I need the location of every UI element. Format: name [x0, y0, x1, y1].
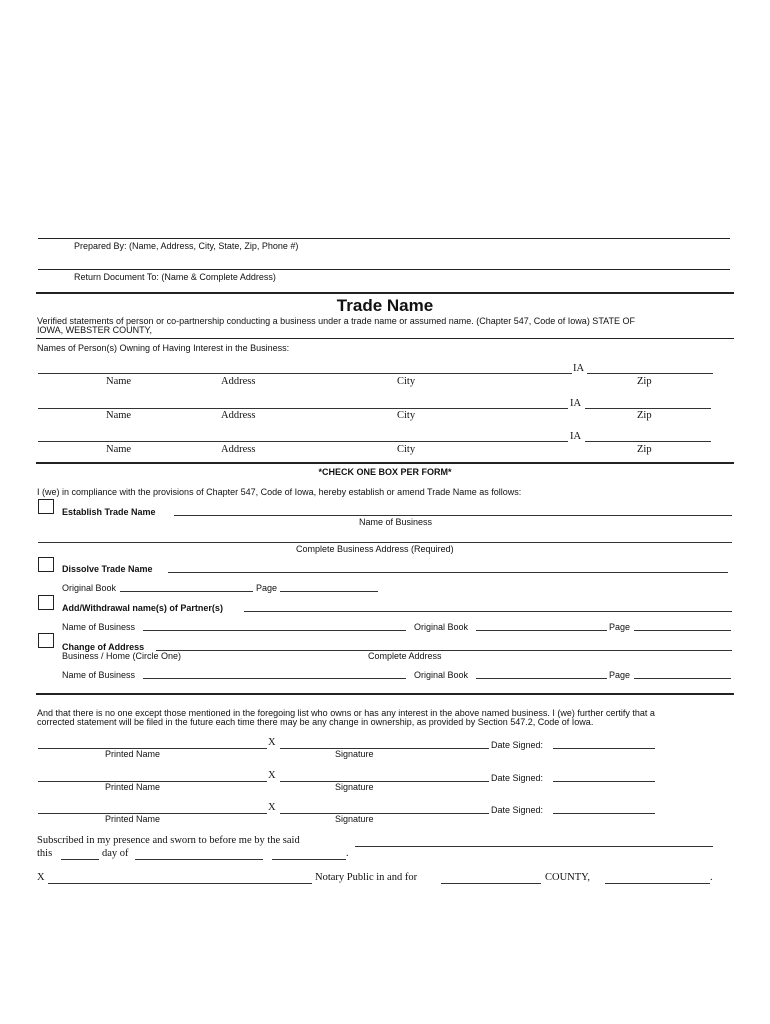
signature-1-signature-caption: Signature — [335, 749, 374, 759]
signature-2-date-label: Date Signed: — [491, 773, 544, 783]
change-original-book-line[interactable] — [476, 678, 607, 679]
establish-address-caption: Complete Business Address (Required) — [296, 544, 454, 554]
signature-2-date-line[interactable] — [553, 781, 655, 782]
prepared-by-line[interactable] — [38, 238, 730, 239]
add-withdrawal-name-of-business-label: Name of Business — [62, 622, 136, 632]
notary-month-line[interactable] — [135, 859, 263, 860]
person-3-line[interactable] — [38, 441, 568, 442]
establish-name-caption: Name of Business — [359, 517, 433, 527]
signature-1-date-line[interactable] — [553, 748, 655, 749]
title-rule — [36, 292, 734, 294]
notary-period: . — [346, 848, 349, 859]
person-3-state: IA — [570, 431, 582, 442]
prepared-by-label: Prepared By: (Name, Address, City, State, Zip, Phone #) — [74, 241, 299, 251]
add-withdrawal-checkbox[interactable] — [38, 595, 54, 610]
signature-3-printed-name-caption: Printed Name — [105, 814, 161, 824]
person-1-zip-line[interactable] — [587, 373, 713, 374]
signature-3-date-line[interactable] — [553, 813, 655, 814]
notary-x: X — [37, 872, 45, 883]
check-rule — [36, 462, 734, 464]
add-withdrawal-page-line[interactable] — [634, 630, 731, 631]
person-2-name-caption: Name — [106, 410, 132, 421]
person-2-address-caption: Address — [221, 410, 256, 421]
certify-rule — [36, 693, 734, 695]
persons-heading: Names of Person(s) Owning of Having Interest in the Business: — [37, 343, 290, 353]
change-page-label: Page — [609, 670, 631, 680]
return-document-label: Return Document To: (Name & Complete Address) — [74, 272, 276, 282]
person-2-state: IA — [570, 398, 582, 409]
change-page-line[interactable] — [634, 678, 731, 679]
dissolve-checkbox[interactable] — [38, 557, 54, 572]
change-of-address-checkbox[interactable] — [38, 633, 54, 648]
signature-3-x: X — [268, 802, 276, 813]
check-one-heading: *CHECK ONE BOX PER FORM* — [318, 467, 452, 477]
change-of-address-line[interactable] — [156, 650, 732, 651]
establish-label: Establish Trade Name — [62, 507, 156, 517]
signature-1-signature-line[interactable] — [280, 748, 489, 749]
dissolve-original-book-line[interactable] — [120, 591, 253, 592]
person-1-line[interactable] — [38, 373, 572, 374]
signature-2-x: X — [268, 770, 276, 781]
dissolve-page-label: Page — [256, 583, 278, 593]
person-3-name-caption: Name — [106, 444, 132, 455]
add-withdrawal-line[interactable] — [244, 611, 732, 612]
establish-name-line[interactable] — [174, 515, 732, 516]
person-2-zip-caption: Zip — [637, 410, 652, 421]
notary-this-label: this — [37, 848, 53, 859]
add-withdrawal-name-of-business-line[interactable] — [143, 630, 406, 631]
person-1-zip-caption: Zip — [637, 376, 652, 387]
add-withdrawal-original-book-label: Original Book — [414, 622, 469, 632]
notary-signature-line[interactable] — [48, 883, 312, 884]
notary-end-period: . — [710, 872, 713, 883]
notary-day-line[interactable] — [61, 859, 99, 860]
add-withdrawal-original-book-line[interactable] — [476, 630, 607, 631]
person-3-city-caption: City — [397, 444, 416, 455]
establish-checkbox[interactable] — [38, 499, 54, 514]
person-1-address-caption: Address — [221, 376, 256, 387]
dissolve-page-line[interactable] — [280, 591, 378, 592]
notary-county-line[interactable] — [441, 883, 541, 884]
add-withdrawal-page-label: Page — [609, 622, 631, 632]
dissolve-original-book-label: Original Book — [62, 583, 117, 593]
person-3-zip-caption: Zip — [637, 444, 652, 455]
signature-1-printed-name-caption: Printed Name — [105, 749, 161, 759]
person-1-state: IA — [573, 363, 585, 374]
certify-line-1: And that there is no one except those mentioned in the foregoing list who owns or has any interest in the above named business. I (we) further certify that a — [37, 708, 655, 718]
signature-1-x: X — [268, 737, 276, 748]
signature-3-signature-caption: Signature — [335, 814, 374, 824]
business-home-caption: Business / Home (Circle One) — [62, 651, 182, 661]
change-original-book-label: Original Book — [414, 670, 469, 680]
return-document-line[interactable] — [38, 269, 730, 270]
signature-3-date-label: Date Signed: — [491, 805, 544, 815]
intro-line-1: Verified statements of person or co-partnership conducting a business under a trade name or assumed name. (Chapter 547, Code of Iowa) STATE OF — [37, 316, 635, 326]
intro-line-2: IOWA, WEBSTER COUNTY, — [37, 325, 153, 335]
notary-subscribed-text: Subscribed in my presence and sworn to before me by the said — [37, 835, 300, 846]
signature-1-date-label: Date Signed: — [491, 740, 544, 750]
change-name-of-business-line[interactable] — [143, 678, 406, 679]
notary-year-line[interactable] — [272, 859, 346, 860]
person-2-line[interactable] — [38, 408, 568, 409]
person-1-name-caption: Name — [106, 376, 132, 387]
change-of-address-label: Change of Address — [62, 642, 145, 652]
dissolve-line[interactable] — [168, 572, 728, 573]
change-name-of-business-label: Name of Business — [62, 670, 136, 680]
complete-address-caption: Complete Address — [368, 651, 442, 661]
establish-address-line[interactable] — [38, 542, 732, 543]
dissolve-label: Dissolve Trade Name — [62, 564, 153, 574]
notary-day-of-label: day of — [102, 848, 129, 859]
page-title: Trade Name — [336, 296, 434, 315]
signature-2-signature-caption: Signature — [335, 782, 374, 792]
notary-county-label: COUNTY, — [545, 872, 591, 883]
person-1-city-caption: City — [397, 376, 416, 387]
person-3-zip-line[interactable] — [585, 441, 711, 442]
certify-line-2: corrected statement will be filed in the future each time there may be any change in ownership, as provided by Section 547.2, Code of Iowa. — [37, 717, 594, 727]
notary-sworn-by-line[interactable] — [355, 846, 713, 847]
add-withdrawal-label: Add/Withdrawal name(s) of Partner(s) — [62, 603, 223, 613]
person-2-city-caption: City — [397, 410, 416, 421]
notary-state-line[interactable] — [605, 883, 710, 884]
notary-public-label: Notary Public in and for — [315, 872, 418, 883]
signature-3-signature-line[interactable] — [280, 813, 489, 814]
intro-rule — [36, 338, 734, 339]
person-3-address-caption: Address — [221, 444, 256, 455]
person-2-zip-line[interactable] — [585, 408, 711, 409]
signature-2-printed-name-caption: Printed Name — [105, 782, 161, 792]
signature-2-signature-line[interactable] — [280, 781, 489, 782]
compliance-text: I (we) in compliance with the provisions of Chapter 547, Code of Iowa, hereby establish or amend Trade Name as follows: — [37, 487, 522, 497]
